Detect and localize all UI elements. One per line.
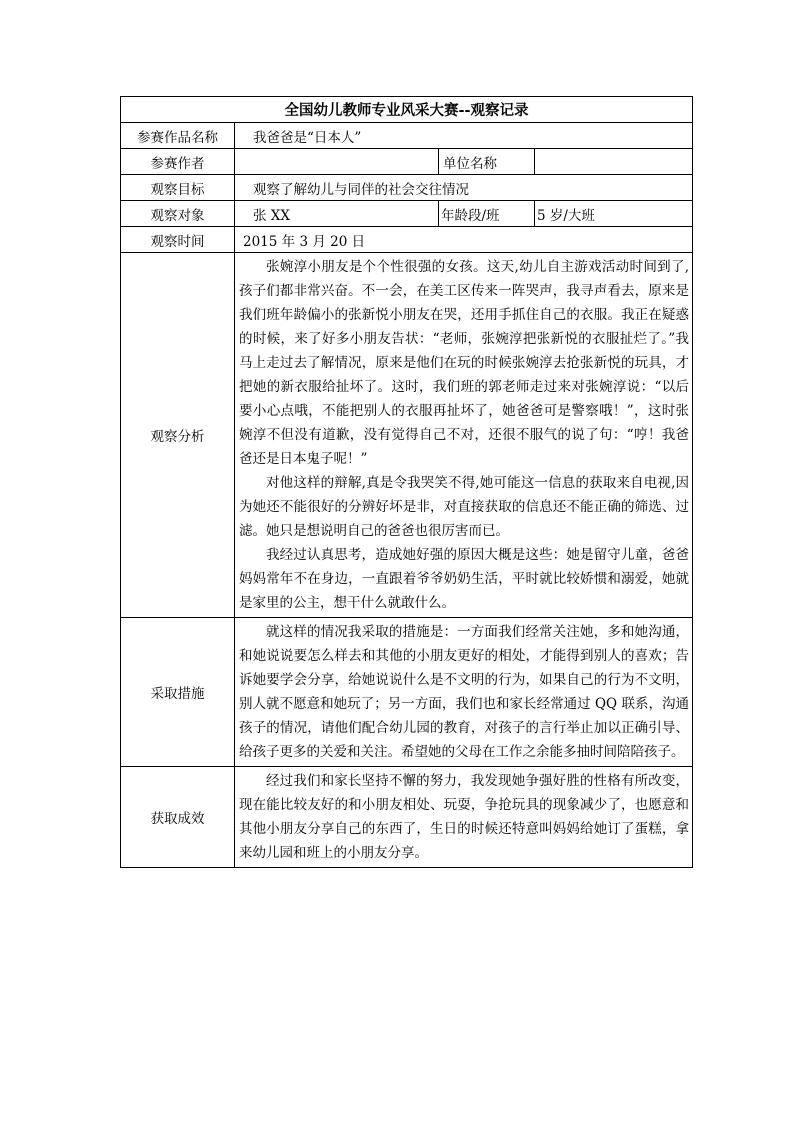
author-row [121,149,693,175]
goal-row [121,175,693,201]
measures-row [121,618,693,767]
subject-value: 张 XX [235,201,439,227]
observation-table [120,96,693,868]
results-text [235,767,693,868]
work-name-value: 我爸爸是“日本人” [235,123,693,149]
author-label: 参赛作者 [121,149,235,175]
goal-label: 观察目标 [121,175,235,201]
unit-value [535,149,693,175]
results-paragraph: 经过我们和家长坚持不懈的努力，我发现她争强好胜的性格有所改变，现在能比较友好的和小朋友相处、玩耍，争抢玩具的现象减少了，也愿意和其他小朋友分享自己的东西了，生日的时候还特意叫妈妈给她订了蛋糕，拿来幼儿园和班上的小朋友分享。 [239,773,690,861]
subject-row [121,201,693,227]
measures-text [235,618,693,767]
measures-label: 采取措施 [121,618,235,767]
title-row [121,97,693,123]
analysis-paragraph: 我经过认真思考，造成她好强的原因大概是这些：她是留守儿童，爸爸妈妈常年不在身边，一直跟着爷爷奶奶生活，平时就比较娇惯和溺爱，她就是家里的公主，想干什么就敢什么。 [239,547,690,611]
observation-record-sheet [120,96,692,868]
analysis-row [121,253,693,618]
analysis-paragraph: 对他这样的辩解,真是令我哭笑不得,她可能这一信息的获取来自电视,因为她还不能很好的分辨好坏是非，对直接获取的信息还不能正确的筛选、过滤。她只是想说明自己的爸爸也很厉害而已。 [239,475,690,539]
work-name-row [121,123,693,149]
measures-paragraph: 就这样的情况我采取的措施是：一方面我们经常关注她，多和她沟通，和她说说要怎么样去和其他的小朋友更好的相处，才能得到别人的喜欢；告诉她要学会分享，给她说说什么是不文明的行为，如果自己的行为不文明，别人就不愿意和她玩了；另一方面，我们也和家长经常通过 QQ 联系，沟通孩子的情况，请他们配合幼儿园的教育，对孩子的言行举止加以正确引导、给孩子更多的关爱和关注。希望她的父母在工作之余能多抽时间陪陪孩子。 [239,624,690,760]
age-label: 年龄段/班 [439,201,535,227]
age-value: 5 岁/大班 [535,201,693,227]
results-row [121,767,693,868]
results-label: 获取成效 [121,767,235,868]
time-value: 2015 年 3 月 20 日 [235,227,693,253]
unit-label: 单位名称 [439,149,535,175]
time-label: 观察时间 [121,227,235,253]
work-name-label: 参赛作品名称 [121,123,235,149]
analysis-text [235,253,693,618]
goal-value: 观察了解幼儿与同伴的社会交往情况 [235,175,693,201]
subject-label: 观察对象 [121,201,235,227]
page-title: 全国幼儿教师专业风采大赛--观察记录 [121,97,693,123]
time-row [121,227,693,253]
analysis-paragraph: 张婉淳小朋友是个个性很强的女孩。这天,幼儿自主游戏活动时间到了,孩子们都非常兴奋。不一会，在美工区传来一阵哭声，我寻声看去，原来是我们班年龄偏小的张新悦小朋友在哭，还用手抓住自己的衣服。我正在疑惑的时候，来了好多小朋友告状：“老师，张婉淳把张新悦的衣服扯烂了。”我马上走过去了解情况，原来是他们在玩的时候张婉淳去抢张新悦的玩具，才把她的新衣服给扯坏了。这时，我们班的郭老师走过来对张婉淳说：“以后要小心点哦，不能把别人的衣服再扯坏了，她爸爸可是警察哦！”，这时张婉淳不但没有道歉，没有觉得自己不对，还很不服气的说了句：“哼！我爸爸还是日本鬼子呢！” [239,259,690,467]
author-value [235,149,439,175]
analysis-label: 观察分析 [121,253,235,618]
